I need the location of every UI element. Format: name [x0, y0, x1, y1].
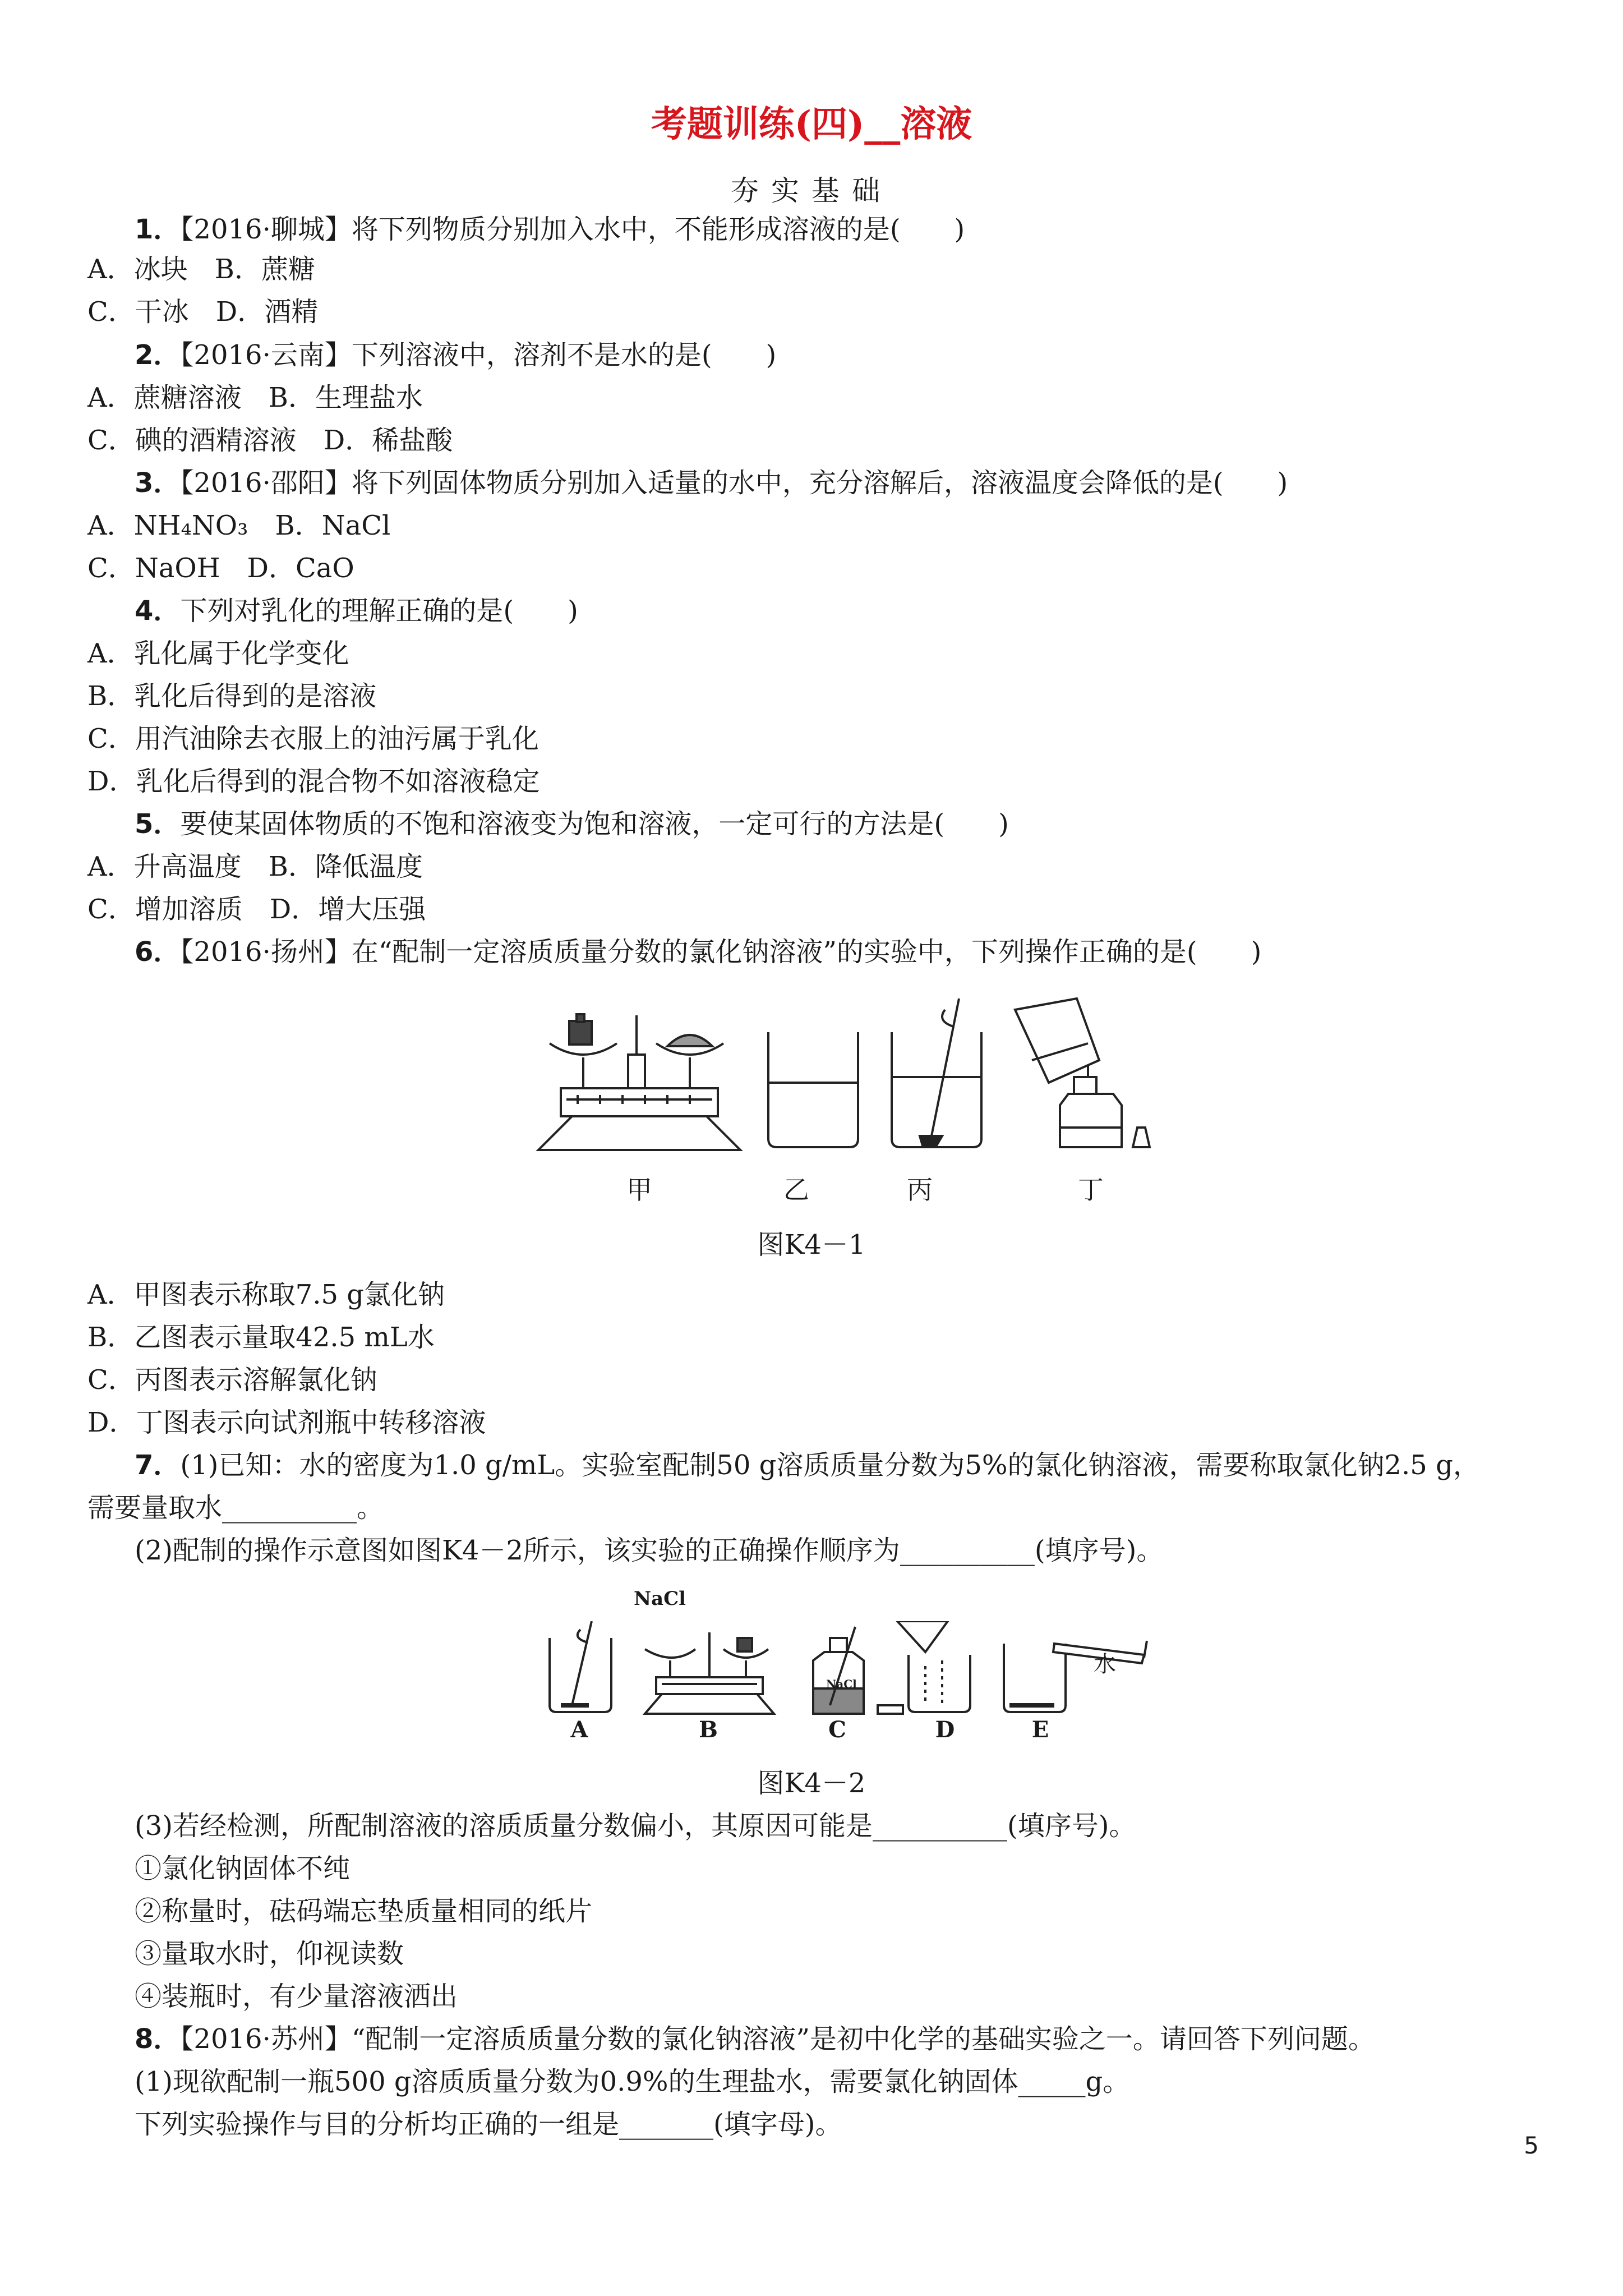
fig1-label-jia: 甲: [626, 1175, 652, 1205]
reason-2: ②称量时，砝码端忘垫质量相同的纸片: [135, 1895, 593, 1927]
option-line: C．丙图表示溶解氯化钠: [87, 1364, 377, 1396]
question-4: 4．下列对乳化的理解正确的是( ): [135, 595, 578, 627]
question-3: 3．【2016·邵阳】将下列固体物质分别加入适量的水中，充分溶解后，溶液温度会降低的是( ): [135, 467, 1288, 499]
option-line: C．碘的酒精溶液 D．稀盐酸: [87, 425, 453, 456]
option-line: A．升高温度 B．降低温度: [87, 851, 423, 882]
question-7-line3: (2)配制的操作示意图如图K4－2所示，该实验的正确操作顺序为__________(填序号)。: [135, 1535, 1164, 1566]
page-title: 考题训练(四)__溶液: [651, 103, 972, 145]
question-2: 2．【2016·云南】下列溶液中，溶剂不是水的是( ): [135, 339, 777, 371]
fig2-nacl-label: NaCl: [634, 1588, 686, 1610]
option-line: A．冰块 B．蔗糖: [87, 254, 315, 285]
fig1-label-yi: 乙: [783, 1175, 809, 1205]
fig2-label-a: A: [570, 1717, 588, 1743]
reason-3: ③量取水时，仰视读数: [135, 1938, 404, 1970]
question-8: 8．【2016·苏州】“配制一定溶质质量分数的氯化钠溶液”是初中化学的基础实验之一。请回答下列问题。: [135, 2023, 1375, 2055]
option-line: C．NaOH D．CaO: [87, 553, 354, 584]
question-7: 7．(1)已知：水的密度为1.0 g/mL。实验室配制50 g溶质质量分数为5%的氯化钠溶液，需要称取氯化钠2.5 g，: [135, 1450, 1480, 1481]
question-1: 1．【2016·聊城】将下列物质分别加入水中，不能形成溶液的是( ): [135, 214, 965, 245]
question-6: 6．【2016·扬州】在“配制一定溶质质量分数的氯化钠溶液”的实验中，下列操作正确的是( ): [135, 936, 1262, 968]
option-line: D．乳化后得到的混合物不如溶液稳定: [87, 766, 540, 797]
figure-k4-2-caption: 图K4－2: [757, 1768, 866, 1799]
fig2-label-b: B: [699, 1717, 718, 1743]
option-line: A．乳化属于化学变化: [87, 638, 349, 669]
page-number: 5: [1524, 2132, 1539, 2159]
reason-1: ①氯化钠固体不纯: [135, 1853, 351, 1884]
question-7-part3: (3)若经检测，所配制溶液的溶质质量分数偏小，其原因可能是__________(填序号)。: [135, 1810, 1136, 1842]
question-5: 5．要使某固体物质的不饱和溶液变为饱和溶液，一定可行的方法是( ): [135, 808, 1009, 840]
section-subtitle: 夯实基础: [731, 174, 892, 207]
option-line: C．用汽油除去衣服上的油污属于乳化: [87, 723, 539, 754]
question-8-line3: 下列实验操作与目的分析均正确的一组是_______(填字母)。: [135, 2109, 842, 2140]
option-line: D．丁图表示向试剂瓶中转移溶液: [87, 1407, 486, 1438]
fig2-label-d: D: [935, 1717, 955, 1743]
option-line: A．甲图表示称取7.5 g氯化钠: [87, 1279, 445, 1310]
fig1-label-bing: 丙: [907, 1175, 933, 1205]
figure-k4-1-caption: 图K4－1: [757, 1229, 866, 1260]
fig2-jar-label: NaCl: [826, 1677, 857, 1691]
option-line: A．蔗糖溶液 B．生理盐水: [87, 382, 423, 413]
option-line: A．NH₄NO₃ B．NaCl: [87, 510, 391, 541]
fig2-label-e: E: [1031, 1717, 1049, 1743]
question-8-line2: (1)现欲配制一瓶500 g溶质质量分数为0.9%的生理盐水，需要氯化钠固体_____g。: [135, 2066, 1130, 2097]
option-line: C．干冰 D．酒精: [87, 296, 319, 328]
fig2-water-label: 水: [1094, 1651, 1116, 1677]
fig2-label-c: C: [828, 1717, 846, 1743]
reason-4: ④装瓶时，有少量溶液洒出: [135, 1981, 458, 2012]
option-line: B．乳化后得到的是溶液: [87, 680, 377, 712]
question-7-line2: 需要量取水__________。: [87, 1492, 384, 1524]
fig1-label-ding: 丁: [1078, 1175, 1104, 1205]
figure-k4-1: [527, 993, 1161, 1167]
figure-k4-2: [538, 1621, 1161, 1717]
option-line: C．增加溶质 D．增大压强: [87, 894, 426, 925]
option-line: B．乙图表示量取42.5 mL水: [87, 1322, 435, 1353]
